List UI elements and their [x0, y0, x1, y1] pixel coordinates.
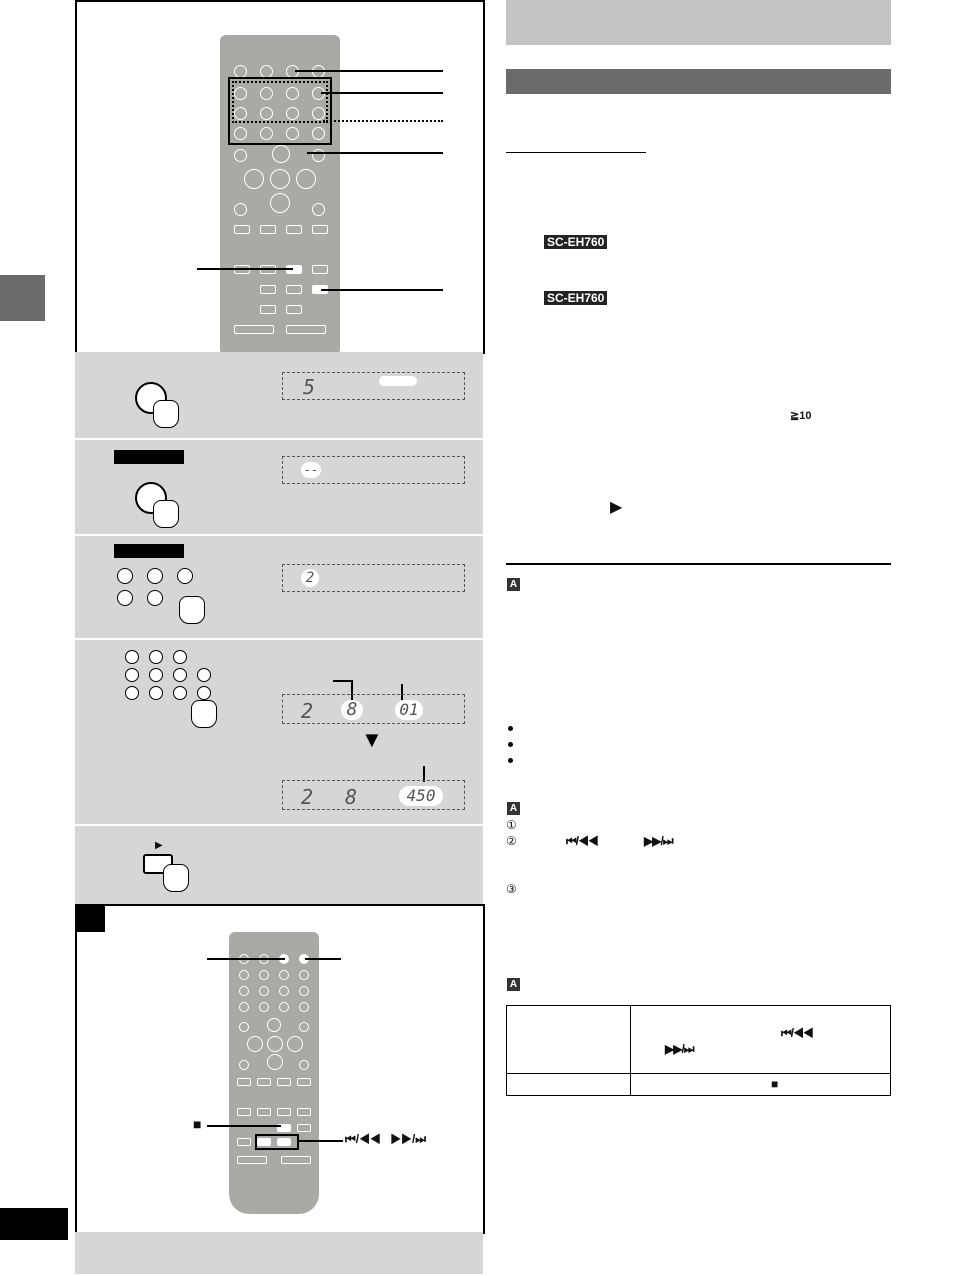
stop-button[interactable]	[286, 265, 302, 274]
display-window-3	[282, 564, 465, 592]
section-header-bar	[506, 69, 891, 94]
section-marker-a: A	[507, 802, 520, 815]
down-arrow-icon: ▼	[361, 727, 383, 752]
hand-press-icon	[191, 700, 217, 728]
bullet	[508, 742, 513, 747]
step-number: ③	[506, 882, 517, 896]
bullet	[508, 758, 513, 763]
stop-symbol: ■	[193, 1116, 202, 1132]
display-group: 8	[345, 785, 358, 809]
subheading-underline	[506, 152, 646, 153]
display-blink: --	[301, 462, 321, 478]
remote-control	[229, 932, 319, 1214]
display-indicator	[379, 376, 417, 386]
section-marker	[77, 906, 105, 932]
section-divider	[506, 563, 891, 565]
remote-illustration-top	[75, 0, 485, 354]
display-window-2	[282, 456, 465, 484]
model-label-bar	[114, 450, 184, 464]
hand-press-icon	[179, 596, 205, 624]
skip-forward-glyph: ▶▶/⏭	[644, 834, 673, 848]
play-symbol: ▶	[155, 840, 163, 851]
skip-symbols: ⏮/◀◀ ▶▶/⏭	[345, 1132, 427, 1146]
bullet	[508, 726, 513, 731]
bottom-panel	[75, 1232, 483, 1276]
hand-press-icon	[153, 400, 179, 428]
display-window-4	[282, 694, 465, 724]
numeric-keys-dotted	[232, 81, 328, 123]
sidebar-tab	[0, 275, 45, 321]
model-badge: SC-EH760	[544, 235, 607, 249]
skip-buttons-highlight	[255, 1134, 299, 1150]
function-table	[506, 1005, 891, 1096]
play-glyph: ▶	[610, 499, 623, 516]
display-window-5	[282, 780, 465, 810]
skip-back-glyph: ⏮/◀◀	[781, 1026, 813, 1040]
model-badge: SC-EH760	[544, 291, 607, 305]
display-digit: 2	[301, 569, 319, 587]
display-time: 450	[399, 786, 443, 806]
hand-press-icon	[163, 864, 189, 892]
superscript-value: ≧10	[790, 410, 812, 422]
display-disc: 2	[301, 785, 314, 809]
display-window-1	[282, 372, 465, 400]
section-marker-a: A	[507, 578, 520, 591]
step-panel-4	[75, 640, 483, 826]
step-panel-2	[75, 440, 483, 536]
display-track: 01	[395, 700, 423, 720]
skip-back-glyph: ⏮/◀◀	[566, 834, 598, 848]
model-label-bar	[114, 544, 184, 558]
page-number-block	[0, 1208, 68, 1240]
display-disc: 2	[301, 699, 314, 723]
hand-press-icon	[153, 500, 179, 528]
remote-illustration-bottom	[75, 904, 485, 1234]
display-group: 8	[341, 700, 363, 720]
section-marker-a: A	[507, 978, 520, 991]
step-number: ②	[506, 834, 517, 848]
step-panel-5	[75, 826, 483, 906]
step-number: ①	[506, 818, 517, 832]
title-bar	[506, 0, 891, 45]
step-panel-3	[75, 536, 483, 640]
skip-forward-glyph: ▶▶/⏭	[665, 1042, 694, 1056]
display-digit: 5	[303, 375, 316, 399]
stop-glyph: ■	[771, 1077, 779, 1091]
step-panel-1	[75, 352, 483, 440]
